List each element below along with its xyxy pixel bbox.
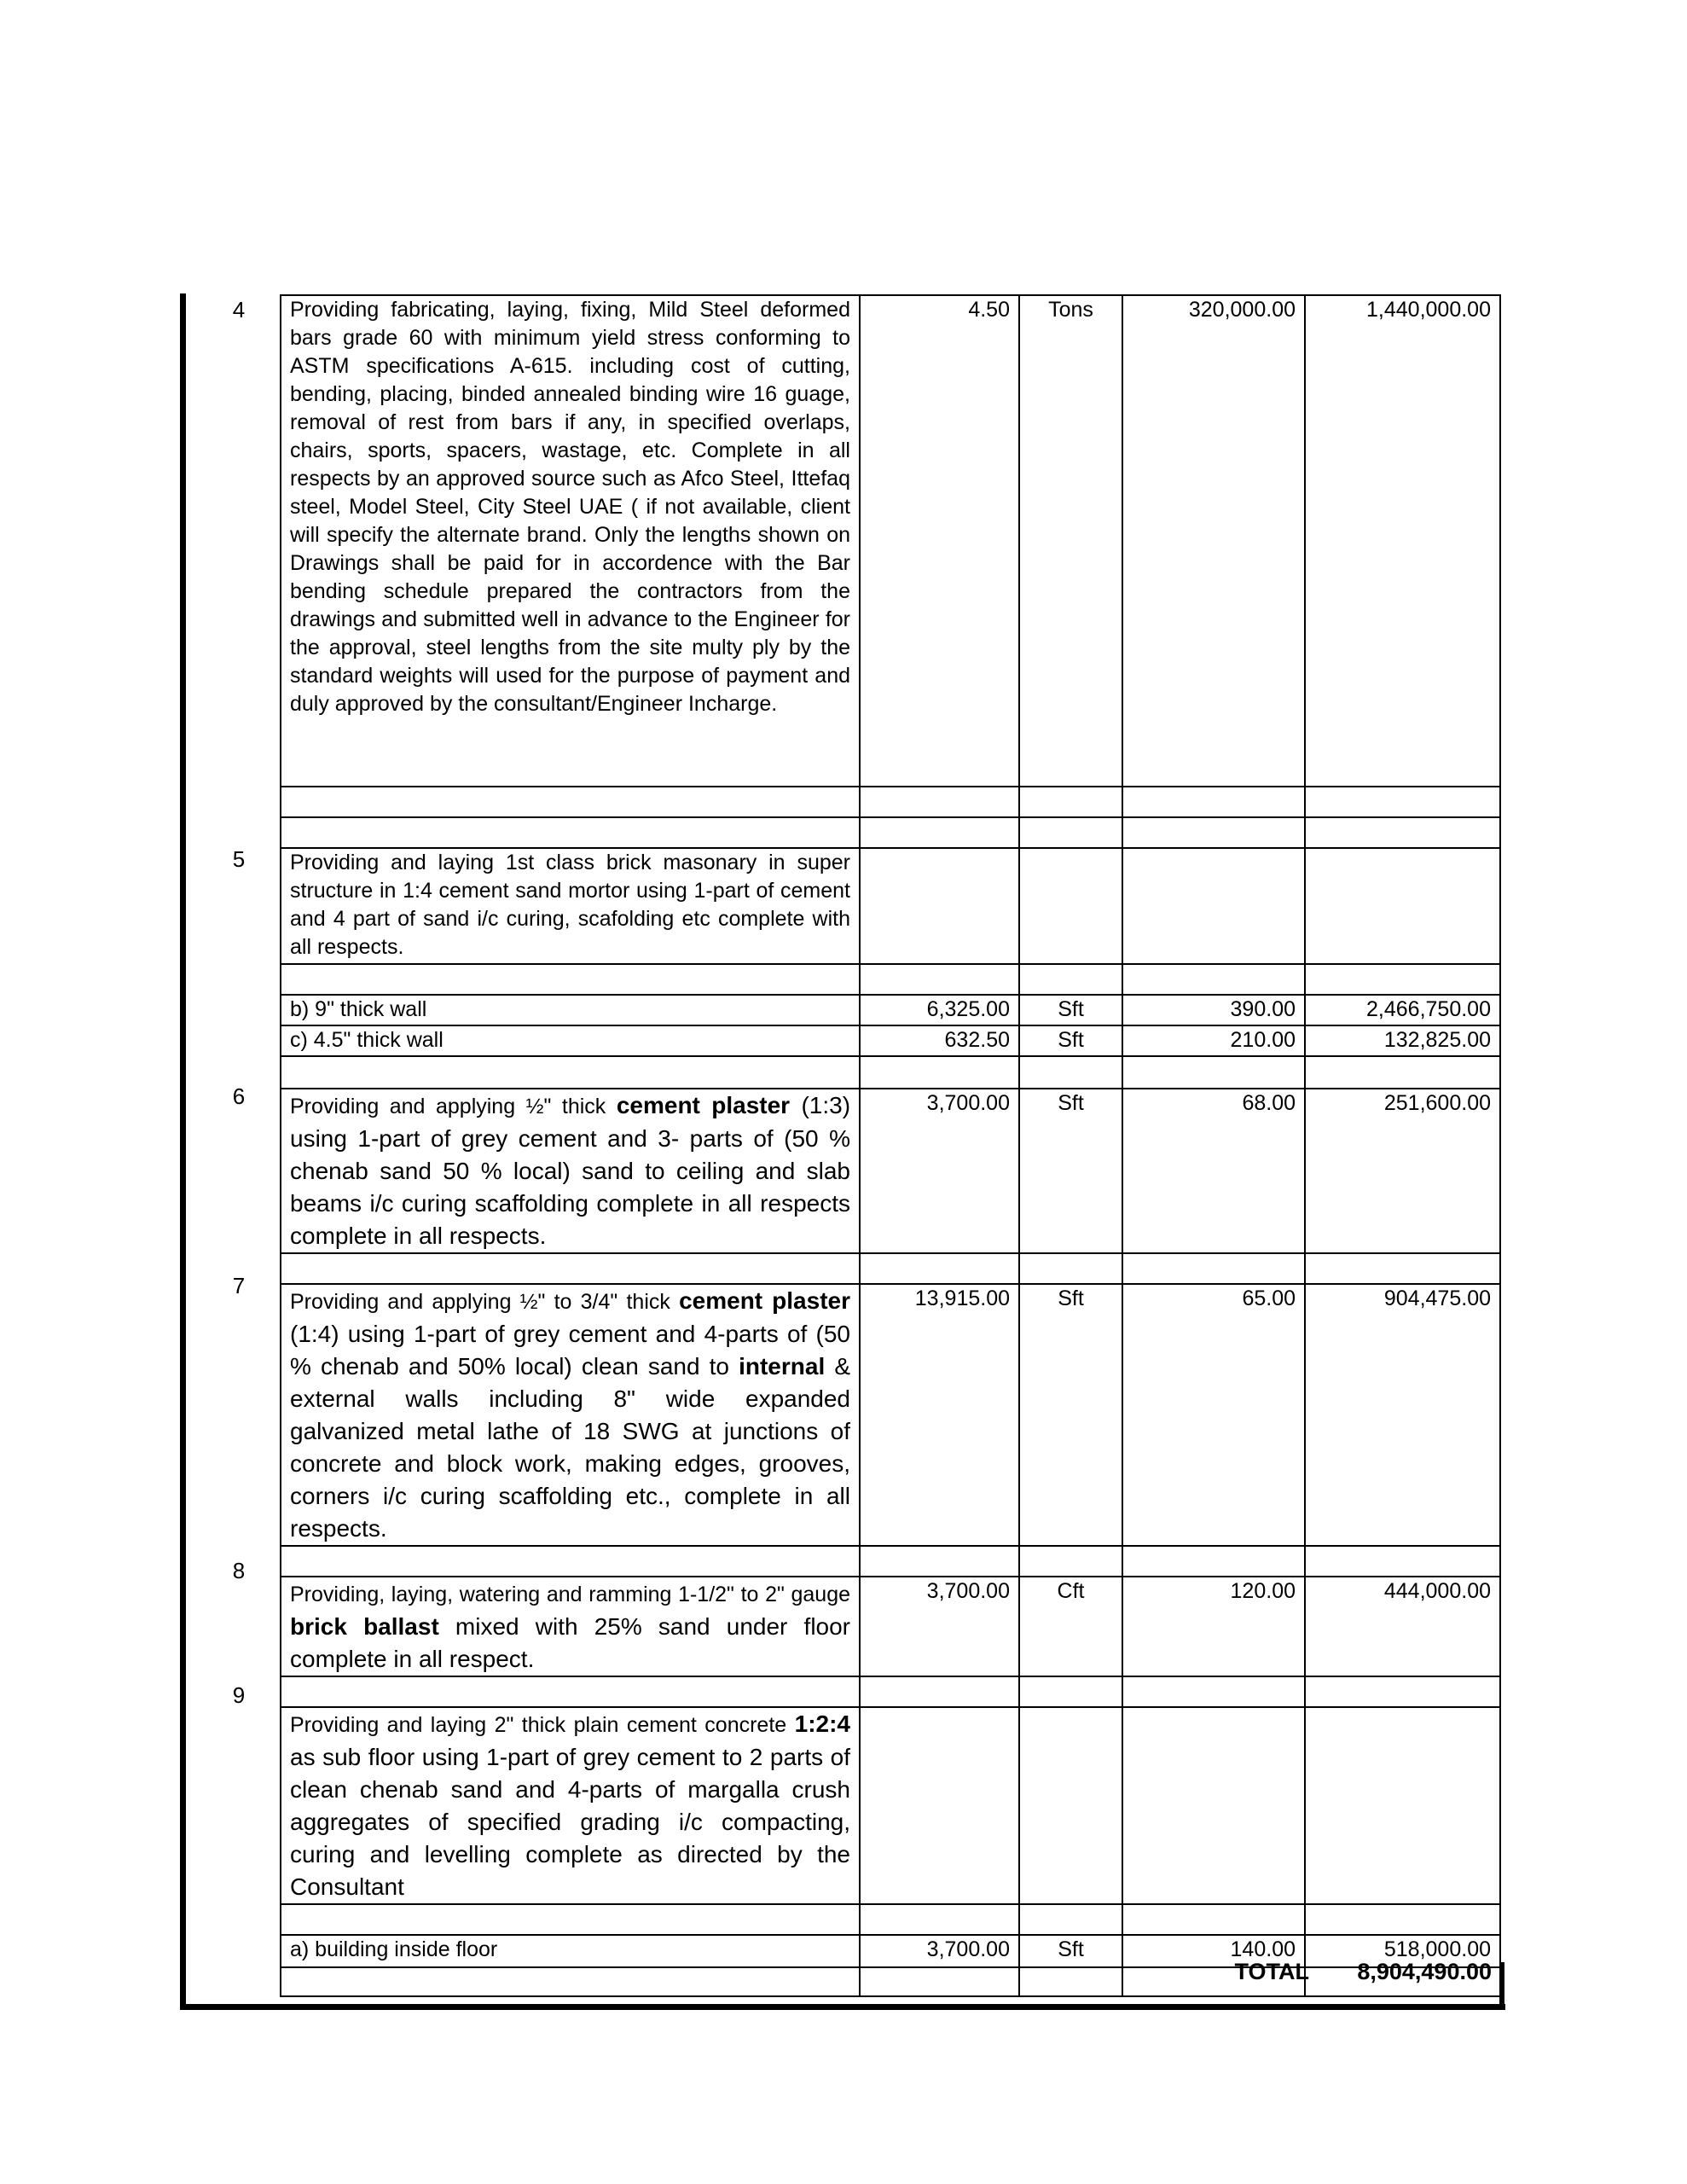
amount-cell: 444,000.00: [1305, 1577, 1500, 1676]
total-amount: 8,904,490.00: [1357, 1959, 1492, 1984]
spacer-row: [281, 964, 1500, 995]
quantity-cell: 3,700.00: [860, 1577, 1019, 1676]
quantity-cell: 3,700.00: [860, 1935, 1019, 1967]
unit-cell: Sft: [1019, 1089, 1122, 1253]
unit-cell: Sft: [1019, 1284, 1122, 1546]
quantity-cell: 13,915.00: [860, 1284, 1019, 1546]
rate-cell: 120.00: [1122, 1577, 1305, 1676]
amount-cell: 132,825.00: [1305, 1025, 1500, 1056]
table-row: [281, 1577, 1500, 1676]
unit-cell: Tons: [1019, 295, 1122, 787]
rate-cell: 210.00: [1122, 1025, 1305, 1056]
item-description: Providing and laying 2" thick plain cement concrete 1:2:4 as sub floor using 1-part of grey cement to 2 parts of clean chenab sand and 4-parts of margalla crush aggregates of specified grading i/c compacting, curing and levelling complete as directed by the Consultant: [281, 1707, 860, 1904]
table-row: [281, 295, 1500, 787]
unit-cell: Sft: [1019, 1025, 1122, 1056]
item-number: 9: [232, 1682, 246, 1708]
spacer-row: [281, 1676, 1500, 1707]
table-row: [281, 1025, 1500, 1056]
item-description: Providing and applying ½" to 3/4" thick cement plaster (1:4) using 1-part of grey cement and 4-parts of (50 % chenab and 50% local) clean sand to internal & external walls including 8" wide expanded galvanized metal lathe of 18 SWG at junctions of concrete and block work, making edges, grooves, corners i/c curing scaffolding etc., complete in all respects.: [281, 1284, 860, 1546]
sub-item-description: c) 4.5" thick wall: [281, 1025, 860, 1056]
quantity-cell: 3,700.00: [860, 1089, 1019, 1253]
sub-item-description: a) building inside floor: [281, 1935, 860, 1967]
left-border-line: [180, 293, 186, 2010]
table-row: [281, 995, 1500, 1025]
amount-cell: 904,475.00: [1305, 1284, 1500, 1546]
rate-cell: 140.00: [1122, 1935, 1305, 1967]
item-number: 6: [232, 1083, 246, 1109]
unit-cell: Sft: [1019, 995, 1122, 1025]
item-number: 4: [232, 297, 246, 322]
boq-table: [280, 294, 1501, 1997]
bottom-border-line: [180, 2004, 1505, 2010]
quantity-cell: 4.50: [860, 295, 1019, 787]
spacer-row: [281, 1056, 1500, 1089]
item-description: Providing fabricating, laying, fixing, Mild Steel deformed bars grade 60 with minimum yield stress conforming to ASTM specifications A-615. including cost of cutting, bending, placing, binded annealed binding wire 16 guage, removal of rest from bars if any, in specified overlaps, chairs, sports, spacers, wastage, etc. Complete in all respects by an approved source such as Afco Steel, Ittefaq steel, Model Steel, City Steel UAE ( if not available, client will specify the alternate brand. Only the lengths shown on Drawings shall be paid for in accordence with the Bar bending schedule prepared the contractors from the drawings and submitted well in advance to the Engineer for the approval, steel lengths from the site multy ply by the standard weights will used for the purpose of payment and duly approved by the consultant/Engineer Incharge.: [281, 295, 860, 787]
total-label: TOTAL: [1234, 1959, 1309, 1984]
spacer-row: [281, 1904, 1500, 1935]
item-description: Providing and laying 1st class brick masonary in super structure in 1:4 cement sand mortor using 1-part of cement and 4 part of sand i/c curing, scafolding etc complete with all respects.: [281, 848, 860, 964]
amount-cell: 2,466,750.00: [1305, 995, 1500, 1025]
spacer-row: [281, 817, 1500, 848]
spacer-row: [281, 787, 1500, 817]
spacer-row: [281, 1546, 1500, 1577]
item-number: 7: [232, 1273, 246, 1298]
rate-cell: 68.00: [1122, 1089, 1305, 1253]
item-number: 5: [232, 846, 246, 872]
sub-item-description: b) 9" thick wall: [281, 995, 860, 1025]
amount-cell: 251,600.00: [1305, 1089, 1500, 1253]
table-row: [281, 1707, 1500, 1904]
amount-cell: 1,440,000.00: [1305, 295, 1500, 787]
table-row: [281, 1284, 1500, 1546]
rate-cell: 390.00: [1122, 995, 1305, 1025]
table-row: [281, 1089, 1500, 1253]
unit-cell: Cft: [1019, 1577, 1122, 1676]
item-description: Providing and applying ½" thick cement plaster (1:3) using 1-part of grey cement and 3- parts of (50 % chenab sand 50 % local) sand to ceiling and slab beams i/c curing scaffolding complete in all respects complete in all respects.: [281, 1089, 860, 1253]
amount-cell: 518,000.00: [1305, 1935, 1500, 1967]
item-number: 8: [232, 1558, 246, 1583]
item-description: Providing, laying, watering and ramming 1-1/2" to 2" gauge brick ballast mixed with 25% sand under floor complete in all respect.: [281, 1577, 860, 1676]
spacer-row: [281, 1253, 1500, 1284]
rate-cell: 65.00: [1122, 1284, 1305, 1546]
unit-cell: Sft: [1019, 1935, 1122, 1967]
quantity-cell: 6,325.00: [860, 995, 1019, 1025]
quantity-cell: 632.50: [860, 1025, 1019, 1056]
table-row: [281, 848, 1500, 964]
rate-cell: 320,000.00: [1122, 295, 1305, 787]
